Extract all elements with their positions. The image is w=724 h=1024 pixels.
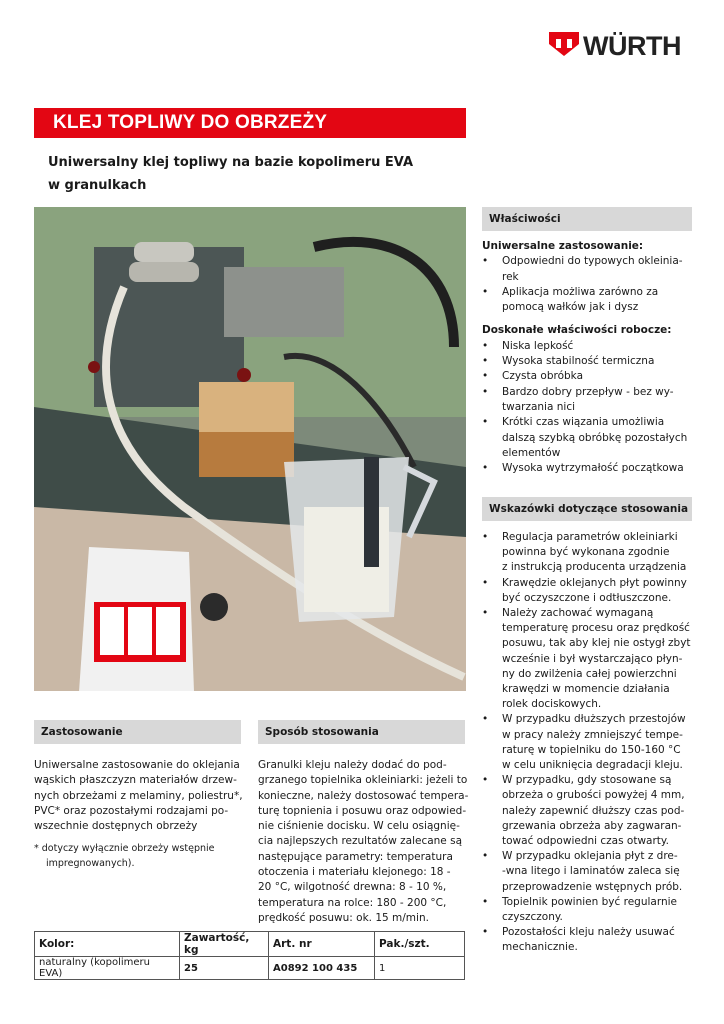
wurth-logo <box>548 30 692 64</box>
table-header-cell: Art. nr <box>269 932 375 957</box>
method-text: Granulki kleju należy dodać do pod- grzanego topielnika okleiniarki: jeżeli to konieczne, należy dostosować tempera- turę topnienia i posuwu oraz odpowied- nie ciśnienie docisku. W celu osiągnię- cia najlepszych rezultatów zalecane są następujące parametry: temperatura otoczenia i materiału klejonego: 18 - 20 °C, wilgotność drewna: 8 - 10 %, temperatura na rolce: 180 - 200 °C, prędkość posuwu: ok. 15 m/min. <box>258 759 469 924</box>
list-item: • Niska lepkość <box>482 339 692 354</box>
page-title: KLEJ TOPLIWY DO OBRZEŻY <box>53 112 328 133</box>
table-cell: A0892 100 435 <box>269 957 375 980</box>
list-item: • Czysta obróbka <box>482 369 692 384</box>
properties-heading-bar <box>482 207 692 231</box>
list-item: • Wysoka wytrzymałość początkowa <box>482 461 692 476</box>
tips-heading-bar <box>482 497 692 521</box>
properties-section <box>482 239 692 476</box>
properties-group-title: Doskonałe właściwości robocze: <box>482 324 672 337</box>
method-heading-bar <box>258 720 465 744</box>
brand-name: WÜRTH <box>583 31 681 61</box>
table-cell: 25 <box>180 957 269 980</box>
table-header-cell: Pak./szt. <box>375 932 465 957</box>
table-cell: naturalny (kopolimeru EVA) <box>35 957 180 980</box>
list-item: • Aplikacja możliwa zarówno za pomocą wałków jak i dysz <box>482 285 692 316</box>
wurth-emblem-icon <box>548 30 580 62</box>
list-item: • W przypadku, gdy stosowane są obrzeża o grubości powyżej 4 mm, należy zapewnić dłuższy czas pod- grzewania obrzeża aby zagwaran- tować odpowiedni czas otwarty. <box>482 773 692 849</box>
tips-heading: Wskazówki dotyczące stosowania <box>489 503 689 515</box>
tips-list <box>482 530 692 956</box>
usage-heading-bar <box>34 720 241 744</box>
usage-heading: Zastosowanie <box>41 726 123 738</box>
list-item: • Krawędzie oklejanych płyt powinny być oczyszczone i odtłuszczone. <box>482 576 692 606</box>
list-item: • Topielnik powinien być regularnie czyszczony. <box>482 895 692 925</box>
table-header-cell: Zawartość, kg <box>180 932 269 957</box>
properties-heading: Właściwości <box>489 213 561 225</box>
subtitle-line: Uniwersalny klej topliwy na bazie kopolimeru EVA <box>48 155 414 170</box>
properties-group-title: Uniwersalne zastosowanie: <box>482 240 644 252</box>
list-item: • Pozostałości kleju należy usuwać mechanicznie. <box>482 925 692 955</box>
product-photo <box>34 207 466 691</box>
usage-text: Uniwersalne zastosowanie do oklejania wąskich płaszczyzn materiałów drzew- nych obrzeżami z melaminy, poliestru*, PVC* oraz pozostałymi rodzajami po- wszechnie dostępnych obrzeży <box>34 759 243 833</box>
list-item: • W przypadku dłuższych przestojów w pracy należy zmniejszyć tempe- raturę w topielniku do 150-160 °C w celu uniknięcia degradacji kleju. <box>482 712 692 773</box>
subtitle-line: w granulkach <box>48 178 147 193</box>
tips-section <box>482 530 692 956</box>
list-item: • Wysoka stabilność termiczna <box>482 354 692 369</box>
table-row <box>35 957 465 980</box>
list-item: • Należy zachować wymaganą temperaturę procesu oraz prędkość posuwu, tak aby klej nie ostygł zbyt wcześnie i był wystarczająco płyn- ny do zwilżenia całej powierzchni krawędzi w momencie działania rolek dociskowych. <box>482 606 692 712</box>
list-item: • Odpowiedni do typowych okleinia- rek <box>482 254 692 285</box>
list-item: • Regulacja parametrów okleiniarki powinna być wykonana zgodnie z instrukcją producenta urządzenia <box>482 530 692 576</box>
list-item: • Bardzo dobry przepływ - bez wy- twarzania nici <box>482 385 692 416</box>
title-bar <box>34 108 466 138</box>
table-header-cell: Kolor: <box>35 932 180 957</box>
product-table <box>34 931 465 980</box>
properties-list <box>482 339 692 477</box>
table-cell: 1 <box>375 957 465 980</box>
method-heading: Sposób stosowania <box>265 726 379 738</box>
list-item: • W przypadku oklejania płyt z dre- -wna litego i laminatów zaleca się przeprowadzenie wstępnych prób. <box>482 849 692 895</box>
table-header-row <box>35 932 465 957</box>
list-item: • Krótki czas wiązania umożliwia dalszą szybką obróbkę pozostałych elementów <box>482 415 692 461</box>
subtitle <box>48 151 468 197</box>
properties-list <box>482 254 692 315</box>
usage-footnote: * dotyczy wyłącznie obrzeży wstępnie impregnowanych). <box>34 843 215 869</box>
